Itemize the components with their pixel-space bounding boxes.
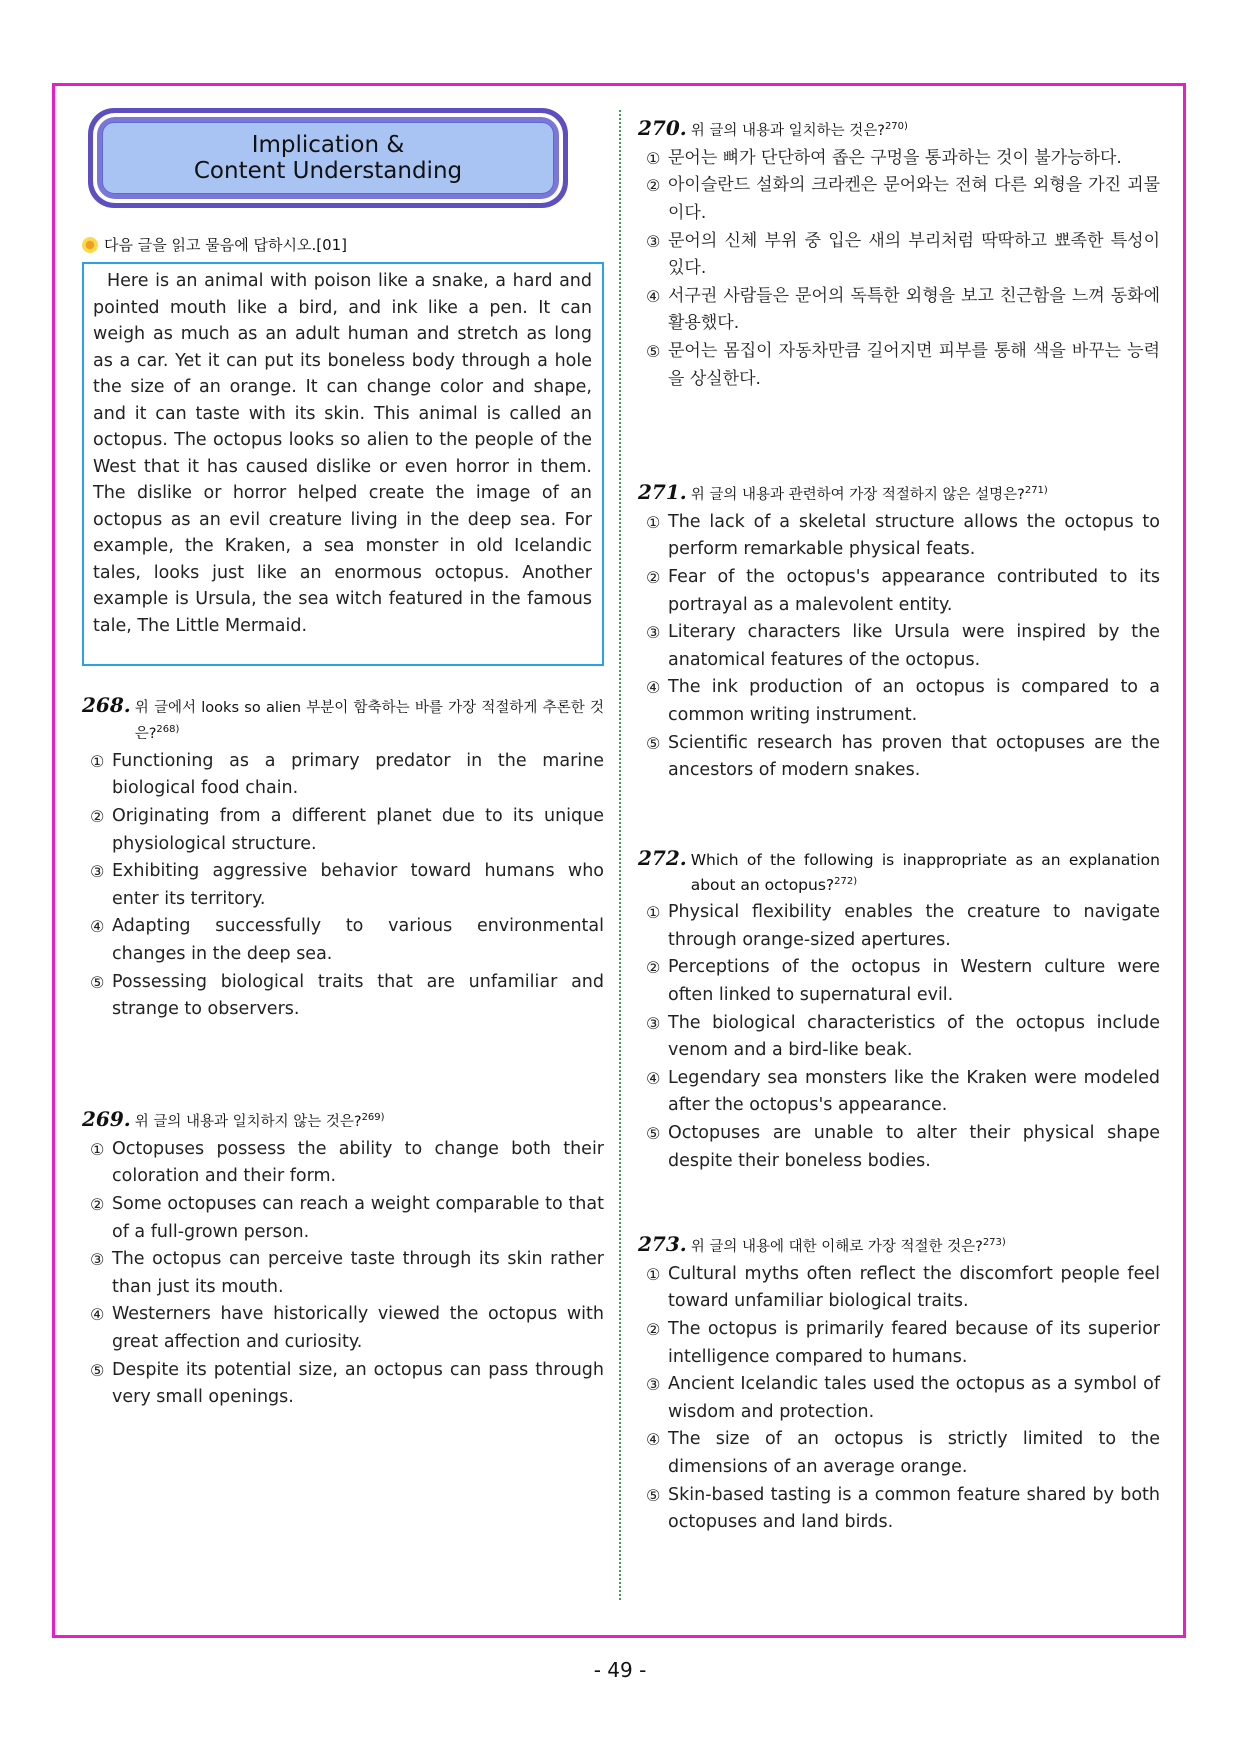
- option-marker: ③: [90, 862, 105, 882]
- question-ref: 273): [982, 1237, 1006, 1248]
- option-text: Scientific research has proven that octopuses are the ancestors of modern snakes.: [668, 732, 1160, 781]
- page-number: - 49 -: [593, 1658, 647, 1682]
- section-title-line1: Implication &: [251, 132, 405, 158]
- option-list: [638, 1261, 1160, 1537]
- option-text: Octopuses possess the ability to change both their coloration and their form.: [112, 1138, 604, 1187]
- question-stem: 위 글의 내용과 관련하여 가장 적절하지 않은 설명은?: [690, 486, 1025, 503]
- question-number: 273.: [638, 1231, 687, 1256]
- column-divider: [619, 110, 621, 1600]
- option-text: Possessing biological traits that are unfamiliar and strange to observers.: [112, 971, 604, 1020]
- passage-text: Here is an animal with poison like a snake, a hard and pointed mouth like a bird, and ink like a pen. It can weigh as much as an adult human and stretch as long as a car. Yet it can put its boneless body through a hole the size of an orange. It can change color and shape, and it can taste with its skin. This animal is called an octopus. The octopus looks so alien to the people of the West that it has caused dislike or even horror in them. The dislike or horror helped create the image of an octopus as an evil creature living in the deep sea. For example, the Kraken, a sea monster in old Icelandic tales, looks just like an enormous octopus. Another example is Ursula, the sea witch featured in the famous tale, The Little Mermaid.: [93, 271, 592, 636]
- answer-option[interactable]: [82, 1357, 604, 1412]
- option-marker: ④: [646, 1430, 661, 1450]
- option-text: The lack of a skeletal structure allows the octopus to perform remarkable physical feats.: [668, 511, 1160, 560]
- option-list: [82, 748, 604, 1024]
- answer-option[interactable]: [638, 1316, 1160, 1371]
- option-marker: ⑤: [90, 972, 105, 992]
- instruction: [82, 234, 347, 255]
- answer-option[interactable]: [638, 172, 1160, 227]
- question-272: [638, 847, 1160, 1175]
- option-text: Westerners have historically viewed the octopus with great affection and curiosity.: [112, 1304, 604, 1352]
- option-text: The ink production of an octopus is compared to a common writing instrument.: [668, 677, 1160, 725]
- answer-option[interactable]: [638, 899, 1160, 954]
- option-marker: ③: [646, 1013, 661, 1033]
- option-marker: ②: [646, 1320, 661, 1340]
- answer-option[interactable]: [82, 803, 604, 858]
- question-stem: 위 글의 내용과 일치하지 않는 것은?: [134, 1113, 362, 1130]
- option-marker: ②: [90, 1195, 105, 1215]
- question-number: 269.: [82, 1106, 131, 1131]
- option-marker: ④: [646, 1068, 661, 1088]
- question-number: 272.: [638, 846, 687, 870]
- option-text: Legendary sea monsters like the Kraken were modeled after the octopus's appearance.: [668, 1067, 1160, 1116]
- option-marker: ⑤: [646, 733, 661, 753]
- option-marker: ③: [646, 623, 661, 643]
- answer-option[interactable]: [638, 283, 1160, 338]
- option-text: Some octopuses can reach a weight comparable to that of a full-grown person.: [112, 1194, 604, 1242]
- question-stem: Which of the following is inappropriate as an explanation about an octopus?: [690, 851, 1160, 895]
- option-marker: ①: [646, 512, 661, 532]
- option-text: Adapting successfully to various environmental changes in the deep sea.: [112, 916, 604, 964]
- option-text: The biological characteristics of the octopus include venom and a bird-like beak.: [668, 1012, 1160, 1061]
- answer-option[interactable]: [638, 1065, 1160, 1120]
- option-marker: ①: [90, 1139, 105, 1159]
- question-number: 271.: [638, 479, 687, 504]
- option-text: Despite its potential size, an octopus can pass through very small openings.: [112, 1359, 604, 1408]
- question-273: [638, 1232, 1160, 1537]
- answer-option[interactable]: [638, 674, 1160, 729]
- option-text: Originating from a different planet due to its unique physiological structure.: [112, 806, 604, 854]
- answer-option[interactable]: [638, 1261, 1160, 1316]
- option-text: The octopus can perceive taste through its skin rather than just its mouth.: [112, 1249, 604, 1297]
- answer-option[interactable]: [638, 228, 1160, 283]
- option-text: 문어의 신체 부위 중 입은 새의 부리처럼 딱딱하고 뾰족한 특성이 있다.: [668, 230, 1160, 279]
- section-title-line2: Content Understanding: [193, 158, 463, 184]
- flower-icon: [82, 237, 98, 253]
- option-marker: ④: [646, 678, 661, 698]
- answer-option[interactable]: [638, 619, 1160, 674]
- option-text: 서구권 사람들은 문어의 독특한 외형을 보고 친근함을 느껴 동화에 활용했다.: [668, 285, 1160, 334]
- question-ref: 270): [884, 121, 908, 132]
- answer-option[interactable]: [82, 969, 604, 1024]
- option-list: [638, 509, 1160, 785]
- option-text: Functioning as a primary predator in the marine biological food chain.: [112, 750, 604, 799]
- instruction-text: 다음 글을 읽고 물음에 답하시오.[01]: [104, 236, 348, 254]
- answer-option[interactable]: [638, 1371, 1160, 1426]
- option-text: 아이슬란드 설화의 크라켄은 문어와는 전혀 다른 외형을 가진 괴물이다.: [668, 175, 1160, 224]
- answer-option[interactable]: [82, 858, 604, 913]
- option-list: [638, 145, 1160, 393]
- question-stem: 위 글의 내용과 일치하는 것은?: [690, 122, 885, 139]
- question-ref: 269): [361, 1112, 385, 1123]
- option-text: Cultural myths often reflect the discomfort people feel toward unfamiliar biological traits.: [668, 1263, 1160, 1312]
- option-list: [82, 1136, 604, 1412]
- answer-option[interactable]: [638, 1010, 1160, 1065]
- option-text: 문어는 뼈가 단단하여 좁은 구멍을 통과하는 것이 불가능하다.: [668, 147, 1122, 168]
- option-marker: ②: [90, 807, 105, 827]
- option-text: Exhibiting aggressive behavior toward humans who enter its territory.: [112, 861, 604, 909]
- answer-option[interactable]: [82, 748, 604, 803]
- option-list: [638, 899, 1160, 1175]
- option-marker: ⑤: [646, 1123, 661, 1143]
- option-marker: ④: [646, 286, 661, 306]
- option-text: Fear of the octopus's appearance contributed to its portrayal as a malevolent entity.: [668, 567, 1160, 615]
- question-number: 268.: [82, 693, 131, 717]
- answer-option[interactable]: [638, 1482, 1160, 1537]
- option-marker: ④: [90, 1305, 105, 1325]
- option-marker: ③: [90, 1250, 105, 1270]
- option-marker: ⑤: [90, 1360, 105, 1380]
- option-marker: ⑤: [646, 341, 661, 361]
- option-marker: ①: [646, 1264, 661, 1284]
- question-ref: 271): [1024, 485, 1048, 496]
- option-marker: ②: [646, 958, 661, 978]
- reading-passage: [82, 262, 604, 666]
- option-marker: ④: [90, 917, 105, 937]
- option-text: The octopus is primarily feared because of its superior intelligence compared to humans.: [668, 1319, 1160, 1367]
- option-text: Skin-based tasting is a common feature shared by both octopuses and land birds.: [668, 1484, 1160, 1533]
- option-marker: ⑤: [646, 1485, 661, 1505]
- option-marker: ③: [646, 1375, 661, 1395]
- option-marker: ①: [646, 148, 661, 168]
- answer-option[interactable]: [638, 338, 1160, 393]
- answer-option[interactable]: [638, 509, 1160, 564]
- question-268: [82, 694, 604, 1024]
- option-marker: ③: [646, 231, 661, 251]
- question-stem: 위 글의 내용에 대한 이해로 가장 적절한 것은?: [690, 1238, 983, 1255]
- question-number: 270.: [638, 115, 687, 140]
- question-271: [638, 480, 1160, 785]
- option-text: 문어는 몸집이 자동차만큼 길어지면 피부를 통해 색을 바꾸는 능력을 상실한다.: [668, 340, 1160, 389]
- answer-option[interactable]: [638, 954, 1160, 1009]
- option-marker: ①: [90, 751, 105, 771]
- section-title-box: [88, 108, 568, 208]
- question-stem: 위 글에서 looks so alien 부분이 함축하는 바를 가장 적절하게 추론한 것은?: [134, 700, 604, 742]
- option-text: Octopuses are unable to alter their physical shape despite their boneless bodies.: [668, 1122, 1160, 1171]
- question-ref: 272): [834, 876, 858, 887]
- option-text: The size of an octopus is strictly limited to the dimensions of an average orange.: [668, 1429, 1160, 1477]
- question-270: [638, 116, 1160, 393]
- answer-option[interactable]: [638, 145, 1160, 173]
- option-marker: ②: [646, 176, 661, 196]
- option-text: Literary characters like Ursula were inspired by the anatomical features of the octopus.: [668, 622, 1160, 670]
- answer-option[interactable]: [82, 1191, 604, 1246]
- question-ref: 268): [156, 724, 180, 735]
- answer-option[interactable]: [638, 1120, 1160, 1175]
- answer-option[interactable]: [82, 1136, 604, 1191]
- answer-option[interactable]: [82, 1301, 604, 1356]
- answer-option[interactable]: [638, 564, 1160, 619]
- answer-option[interactable]: [638, 730, 1160, 785]
- answer-option[interactable]: [82, 1246, 604, 1301]
- option-marker: ②: [646, 568, 661, 588]
- answer-option[interactable]: [82, 913, 604, 968]
- answer-option[interactable]: [638, 1426, 1160, 1481]
- question-269: [82, 1107, 604, 1412]
- option-marker: ①: [646, 903, 661, 923]
- option-text: Perceptions of the octopus in Western culture were often linked to supernatural evil.: [668, 957, 1160, 1005]
- option-text: Physical flexibility enables the creature to navigate through orange-sized apertures.: [668, 902, 1160, 950]
- option-text: Ancient Icelandic tales used the octopus as a symbol of wisdom and protection.: [668, 1374, 1160, 1422]
